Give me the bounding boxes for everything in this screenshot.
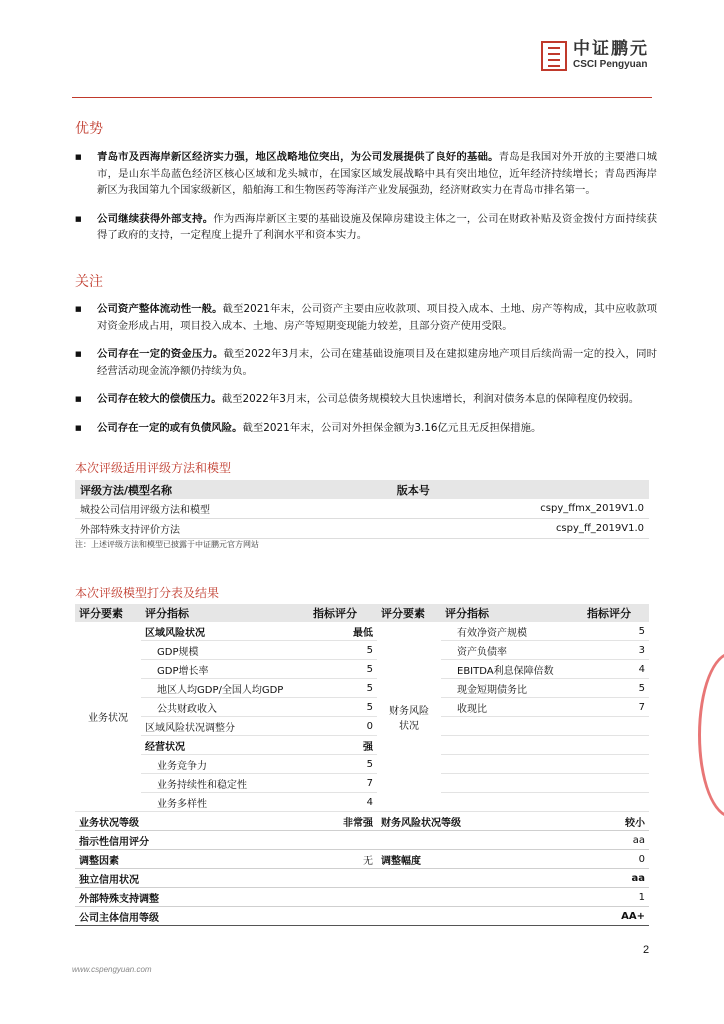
concern-item: ■ 公司存在较大的偿债压力。截至2022年3月末，公司总债务规模较大且快速增长，利润对债务本息的保障程度仍较弱。 xyxy=(75,391,657,408)
table-row: 业务多样性 4 xyxy=(75,793,649,812)
table-row: 业务状况等级 非常强 财务风险状况等级 较小 xyxy=(75,812,649,831)
table-row: 调整因素 无 调整幅度 0 xyxy=(75,850,649,869)
concerns-title: 关注 xyxy=(75,274,103,290)
company-logo xyxy=(541,40,649,71)
logo-mark-icon xyxy=(541,41,567,71)
table-row: 地区人均GDP/全国人均GDP 5 现金短期债务比 5 xyxy=(75,679,649,698)
header-divider xyxy=(72,97,652,98)
advantage-item: ■ 公司继续获得外部支持。作为西海岸新区主要的基础设施及保障房建设主体之一，公司在财政补贴及资金拨付方面持续获得了政府的支持，一定程度上提升了利润水平和资本实力。 xyxy=(75,211,657,244)
scores-title: 本次评级模型打分表及结果 xyxy=(75,586,220,600)
concern-item: ■ 公司存在一定的资金压力。截至2022年3月末，公司在建基础设施项目及在建拟建房地产项目后续尚需一定的投入，同时经营活动现金流净额仍持续为负。 xyxy=(75,346,657,379)
table-row: 城投公司信用评级方法和模型 cspy_ffmx_2019V1.0 xyxy=(75,499,649,519)
table-row: 独立信用状况 aa xyxy=(75,869,649,888)
logo-cn-text: 中证鹏元 xyxy=(573,39,649,59)
table-row: 公司主体信用等级 AA+ xyxy=(75,907,649,926)
logo-en-text: CSCI Pengyuan xyxy=(573,59,648,70)
methods-note: 注：上述评级方法和模型已披露于中证鹏元官方网站 xyxy=(75,540,259,549)
advantages-title: 优势 xyxy=(75,121,103,137)
table-row: 区域风险状况调整分 0 xyxy=(75,717,649,736)
methods-header-name: 评级方法/模型名称 xyxy=(75,480,392,499)
concern-item: ■ 公司存在一定的或有负债风险。截至2021年末，公司对外担保金额为3.16亿元且无反担保措施。 xyxy=(75,420,657,437)
methods-title: 本次评级适用评级方法和模型 xyxy=(75,461,232,475)
table-row: 经营状况 强 xyxy=(75,736,649,755)
table-row: 业务状况 区域风险状况 最低 财务风险状况 有效净资产规模 5 xyxy=(75,622,649,641)
finance-label: 财务风险状况 xyxy=(377,622,441,812)
methods-table xyxy=(75,480,649,539)
business-label: 业务状况 xyxy=(75,622,141,812)
table-row: 业务持续性和稳定性 7 xyxy=(75,774,649,793)
advantage-item: ■ 青岛市及西海岸新区经济实力强，地区战略地位突出，为公司发展提供了良好的基础。青岛是我国对外开放的主要港口城市，是山东半岛蓝色经济区核心区域和龙头城市，在国家区域发展战略中具有突出地位，近年经济持续增长；青岛西海岸新区为我国第九个国家级新区，船舶海工和生物医药等海洋产业发展强劲，经济财政实力在青岛市排名第一。 xyxy=(75,149,657,199)
footer-url: www.cspengyuan.com xyxy=(72,965,152,974)
methods-header-version: 版本号 xyxy=(392,480,649,499)
table-row: 外部特殊支持调整 1 xyxy=(75,888,649,907)
table-row: GDP增长率 5 EBITDA利息保障倍数 4 xyxy=(75,660,649,679)
seal-stamp-icon xyxy=(698,652,724,818)
table-row: 公共财政收入 5 收现比 7 xyxy=(75,698,649,717)
page-number: 2 xyxy=(643,944,650,956)
scores-table: 评分要素 评分指标 指标评分 评分要素 评分指标 指标评分 业务状况 区域风险状况 最低 财务风险状况 有效净资产规模 5 GDP规模 5 资产负债率 3 GDP增长率 5 EBITDA利息保障倍数 4 地区人均GDP/全国人均GDP 5 现金短期债务比 5 公共财政收入 5 收现比 7 区域风险状况调整分 0 经营状况 强 业务竞争力 5 业务持续性和稳定性 7 业务多样性 4 业务状况等级 非常强 财务风险状况等级 较小 指示性信用评分 aa 调整因素 无 调整幅度 0 独立信用状况 aa 外部特殊支持调整 1 公司主体信用等级 AA+ xyxy=(75,604,649,926)
table-row: GDP规模 5 资产负债率 3 xyxy=(75,641,649,660)
advantages-list xyxy=(75,149,657,256)
table-row: 指示性信用评分 aa xyxy=(75,831,649,850)
table-row: 业务竞争力 5 xyxy=(75,755,649,774)
concerns-list xyxy=(75,301,657,448)
table-row: 外部特殊支持评价方法 cspy_ff_2019V1.0 xyxy=(75,519,649,539)
concern-item: ■ 公司资产整体流动性一般。截至2021年末，公司资产主要由应收款项、项目投入成本、土地、房产等构成，其中应收款项对资金形成占用，项目投入成本、土地、房产等短期变现能力较差，且部分资产使用受限。 xyxy=(75,301,657,334)
